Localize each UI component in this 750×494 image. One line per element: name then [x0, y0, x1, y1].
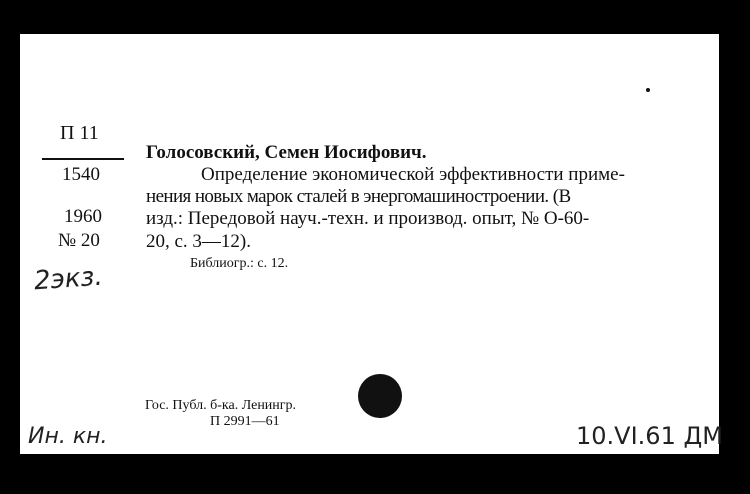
bibliography-note: Библиогр.: с. 12.	[190, 256, 289, 271]
handwritten-date: 10.VI.61 ДМ	[576, 422, 723, 450]
author-heading: Голосовский, Семен Иосифович.	[146, 142, 427, 163]
ink-speck	[646, 88, 650, 92]
handwritten-bottom-left: Ин. кн.	[28, 424, 108, 449]
call-number-number: 1540	[62, 164, 100, 185]
description-line-4: 20, с. 3—12).	[146, 231, 252, 252]
call-number-top: П 11	[60, 122, 99, 144]
catalog-card	[20, 34, 723, 454]
description-line-1: Определение экономической эффективности приме-	[201, 164, 625, 185]
punch-hole	[358, 374, 402, 418]
description-line-3: изд.: Передовой науч.-техн. и производ. опыт, № О-60-	[146, 208, 590, 229]
library-stamp: Гос. Публ. б-ка. Ленингр.	[145, 398, 297, 413]
call-number-year: 1960	[64, 206, 102, 227]
call-number-divider	[42, 158, 124, 160]
description-line-2: нения новых марок сталей в энергомашиностроении. (В	[146, 186, 571, 207]
print-code: П 2991—61	[210, 414, 280, 429]
call-number-issue: № 20	[58, 230, 100, 251]
handwritten-copies-note: 2экз.	[33, 261, 104, 297]
